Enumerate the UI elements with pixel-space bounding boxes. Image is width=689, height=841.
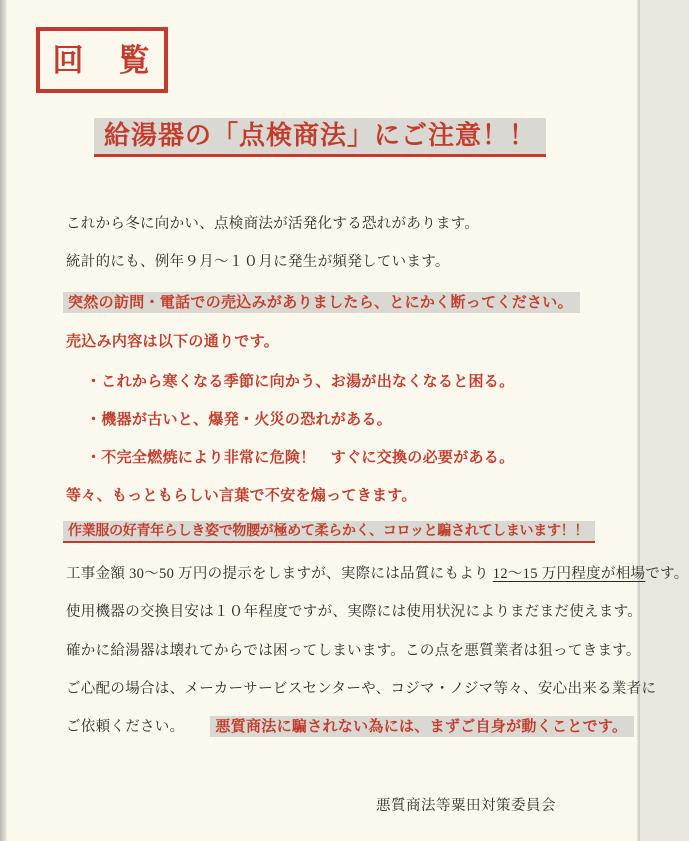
price-line <box>66 563 689 585</box>
lifespan-line: 使用機器の交換目安は１０年程度ですが、実際には使用状況によりまだまだ使えます。 <box>66 604 643 620</box>
price-line-before: 工事金額 30～50 万円の提示をしますが、実際には品質にもより <box>66 566 493 582</box>
closing-banner: 悪質商法に騙されない為には、まずご自身が動くことです。 <box>210 716 634 737</box>
broken-line: 確かに給湯器は壊れてからでは困ってしまいます。この点を悪質業者は狙ってきます。 <box>66 643 641 659</box>
signature: 悪質商法等粟田対策委員会 <box>376 798 556 814</box>
trick-banner-text: 作業服の好青年らしき姿で物腰が極めて柔らかく、コロッと騙されてしまいます！！ <box>63 521 595 543</box>
sales-intro-line: 売込み内容は以下の通りです。 <box>66 334 280 350</box>
advice-line: ご心配の場合は、メーカーサービスセンターや、コジマ・ノジマ等々、安心出来る業者に <box>66 681 657 697</box>
closing-line <box>66 716 634 738</box>
warning-banner <box>63 292 580 314</box>
fear-line: 等々、もっともらしい言葉で不安を煽ってきます。 <box>66 488 417 504</box>
list-item-3: ・不完全燃焼により非常に危険！ すぐに交換の必要がある。 <box>86 450 515 466</box>
warning-banner-text: 突然の訪問・電話での売込みがありましたら、とにかく断ってください。 <box>63 292 580 313</box>
list-item-2: ・機器が古いと、爆発・火災の恐れがある。 <box>86 412 393 428</box>
intro-line-1: これから冬に向かい、点検商法が活発化する恐れがあります。 <box>66 216 480 232</box>
trick-banner <box>63 521 595 543</box>
circulation-stamp-label: 回 覧 <box>52 42 152 78</box>
list-item-1: ・これから寒くなる季節に向かう、お湯が出なくなると困る。 <box>86 374 515 390</box>
price-line-underlined: 12～15 万円程度が相場 <box>492 566 646 582</box>
intro-line-2: 統計的にも、例年９月～１０月に発生が頻発しています。 <box>66 254 450 270</box>
price-line-after: です。 <box>645 566 689 582</box>
circulation-stamp <box>36 27 168 93</box>
title-row <box>0 118 640 157</box>
closing-request: ご依頼ください。 <box>66 719 185 735</box>
page-title: 給湯器の「点検商法」にご注意！！ <box>94 118 546 157</box>
